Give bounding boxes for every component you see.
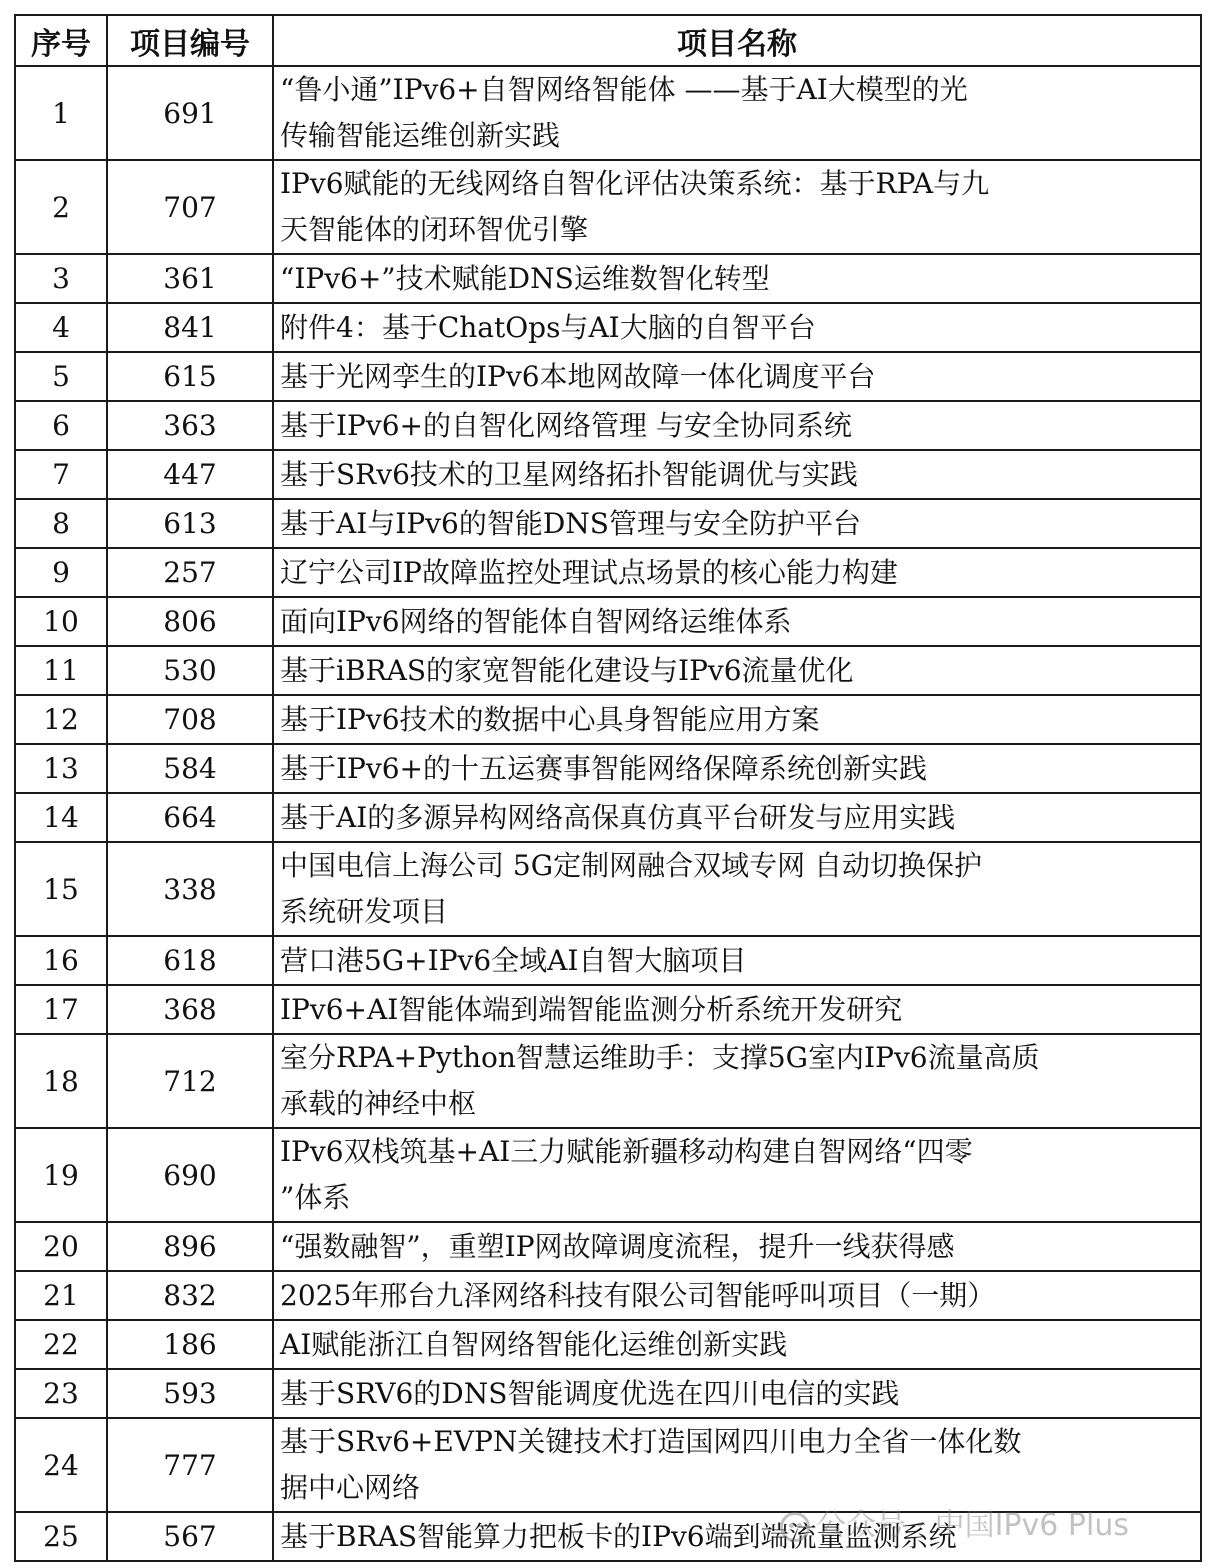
- cell-name-line: 辽宁公司IP故障监控处理试点场景的核心能力构建: [280, 556, 898, 589]
- cell-name: [273, 66, 1201, 160]
- cell-name-line: 附件4：基于ChatOps与AI大脑的自智平台: [280, 311, 816, 344]
- cell-code: 707: [107, 160, 273, 254]
- cell-code: 567: [107, 1512, 273, 1561]
- cell-name-line: 基于AI的多源异构网络高保真仿真平台研发与应用实践: [280, 801, 956, 834]
- cell-seq: 6: [15, 401, 107, 450]
- cell-seq: 9: [15, 548, 107, 597]
- cell-seq: 20: [15, 1222, 107, 1271]
- cell-seq: 2: [15, 160, 107, 254]
- cell-code: 186: [107, 1320, 273, 1369]
- cell-code: 618: [107, 936, 273, 985]
- cell-seq: 5: [15, 352, 107, 401]
- cell-code: 257: [107, 548, 273, 597]
- table-row: [15, 744, 1201, 793]
- cell-name-line: 营口港5G+IPv6全域AI自智大脑项目: [280, 944, 747, 977]
- cell-name-line: 面向IPv6网络的智能体自智网络运维体系: [280, 605, 792, 638]
- header-row: [15, 15, 1201, 66]
- table-row: [15, 303, 1201, 352]
- cell-name-line: IPv6赋能的无线网络自智化评估决策系统：基于RPA与九: [280, 167, 990, 200]
- table-row: [15, 646, 1201, 695]
- cell-name: [273, 352, 1201, 401]
- cell-code: 613: [107, 499, 273, 548]
- cell-code: 806: [107, 597, 273, 646]
- cell-name: [273, 695, 1201, 744]
- cell-seq: 15: [15, 842, 107, 936]
- cell-code: 664: [107, 793, 273, 842]
- cell-seq: 21: [15, 1271, 107, 1320]
- cell-name-line: ”体系: [280, 1181, 351, 1214]
- table-row: [15, 66, 1201, 160]
- table-row: [15, 597, 1201, 646]
- cell-code: 447: [107, 450, 273, 499]
- table-row: [15, 450, 1201, 499]
- cell-code: 691: [107, 66, 273, 160]
- cell-name-line: 基于AI与IPv6的智能DNS管理与安全防护平台: [280, 507, 861, 540]
- cell-name-line: 基于iBRAS的家宽智能化建设与IPv6流量优化: [280, 654, 854, 687]
- cell-name: [273, 936, 1201, 985]
- table-row: [15, 401, 1201, 450]
- cell-code: 712: [107, 1034, 273, 1128]
- cell-code: 777: [107, 1418, 273, 1512]
- cell-name: [273, 450, 1201, 499]
- table-row: [15, 1320, 1201, 1369]
- cell-code: 690: [107, 1128, 273, 1222]
- table-row: [15, 1128, 1201, 1222]
- cell-name: [273, 597, 1201, 646]
- cell-code: 361: [107, 254, 273, 303]
- cell-seq: 19: [15, 1128, 107, 1222]
- cell-name-line: 基于IPv6技术的数据中心具身智能应用方案: [280, 703, 820, 736]
- cell-seq: 10: [15, 597, 107, 646]
- table-row: [15, 548, 1201, 597]
- cell-name: [273, 254, 1201, 303]
- cell-code: 338: [107, 842, 273, 936]
- table-row: [15, 1271, 1201, 1320]
- cell-seq: 25: [15, 1512, 107, 1561]
- cell-name: [273, 793, 1201, 842]
- cell-code: 368: [107, 985, 273, 1034]
- cell-seq: 3: [15, 254, 107, 303]
- cell-name-line: 基于光网孪生的IPv6本地网故障一体化调度平台: [280, 360, 876, 393]
- cell-seq: 16: [15, 936, 107, 985]
- watermark: [780, 1500, 1129, 1544]
- cell-code: 832: [107, 1271, 273, 1320]
- cell-name: [273, 1271, 1201, 1320]
- table-row: [15, 842, 1201, 936]
- cell-name-line: IPv6+AI智能体端到端智能监测分析系统开发研究: [280, 993, 903, 1026]
- cell-name-line: AI赋能浙江自智网络智能化运维创新实践: [280, 1328, 788, 1361]
- watermark-text: 公众号 · 中国IPv6 Plus: [816, 1508, 1129, 1543]
- cell-name-line: 中国电信上海公司 5G定制网融合双域专网 自动切换保护: [280, 849, 982, 882]
- table-row: [15, 1222, 1201, 1271]
- cell-name-line: IPv6双栈筑基+AI三力赋能新疆移动构建自智网络“四零: [280, 1135, 973, 1168]
- cell-name: [273, 842, 1201, 936]
- table-row: [15, 1034, 1201, 1128]
- cell-name: [273, 1418, 1201, 1512]
- cell-name-line: 据中心网络: [280, 1471, 421, 1504]
- cell-name-line: “强数融智”，重塑IP网故障调度流程，提升一线获得感: [280, 1230, 955, 1263]
- cell-name-line: 2025年邢台九泽网络科技有限公司智能呼叫项目（一期）: [280, 1279, 996, 1312]
- cell-name-line: 系统研发项目: [280, 895, 449, 928]
- table-row: [15, 936, 1201, 985]
- table-row: [15, 1418, 1201, 1512]
- cell-seq: 12: [15, 695, 107, 744]
- cell-name: [273, 1222, 1201, 1271]
- wechat-icon: [780, 1512, 810, 1542]
- cell-seq: 8: [15, 499, 107, 548]
- header-code: 项目编号: [107, 15, 273, 66]
- cell-name-line: 天智能体的闭环智优引擎: [280, 213, 589, 246]
- cell-name: [273, 401, 1201, 450]
- table-row: [15, 1369, 1201, 1418]
- cell-name-line: 基于IPv6+的十五运赛事智能网络保障系统创新实践: [280, 752, 927, 785]
- cell-name-line: “鲁小通”IPv6+自智网络智能体 ——基于AI大模型的光: [280, 73, 968, 106]
- table-row: [15, 352, 1201, 401]
- cell-name-line: “IPv6+”技术赋能DNS运维数智化转型: [280, 262, 770, 295]
- header-seq: 序号: [15, 15, 107, 66]
- cell-seq: 4: [15, 303, 107, 352]
- cell-name: [273, 1369, 1201, 1418]
- cell-code: 363: [107, 401, 273, 450]
- cell-code: 584: [107, 744, 273, 793]
- cell-name-line: 基于IPv6+的自智化网络管理 与安全协同系统: [280, 409, 852, 442]
- cell-seq: 17: [15, 985, 107, 1034]
- cell-name: [273, 744, 1201, 793]
- table-row: [15, 160, 1201, 254]
- cell-seq: 24: [15, 1418, 107, 1512]
- cell-code: 530: [107, 646, 273, 695]
- cell-name: [273, 303, 1201, 352]
- table-body: [15, 66, 1201, 1561]
- cell-name-line: 基于BRAS智能算力把板卡的IPv6端到端流量监测系统: [280, 1520, 957, 1553]
- cell-seq: 22: [15, 1320, 107, 1369]
- cell-code: 615: [107, 352, 273, 401]
- cell-name: [273, 1320, 1201, 1369]
- table-row: [15, 254, 1201, 303]
- cell-name-line: 基于SRV6的DNS智能调度优选在四川电信的实践: [280, 1377, 900, 1410]
- cell-seq: 7: [15, 450, 107, 499]
- cell-code: 708: [107, 695, 273, 744]
- table-row: [15, 793, 1201, 842]
- project-table: [14, 14, 1202, 1562]
- cell-name-line: 基于SRv6技术的卫星网络拓扑智能调优与实践: [280, 458, 858, 491]
- table-row: [15, 985, 1201, 1034]
- cell-code: 593: [107, 1369, 273, 1418]
- header-name: 项目名称: [273, 15, 1201, 66]
- cell-name: [273, 499, 1201, 548]
- cell-seq: 11: [15, 646, 107, 695]
- cell-seq: 18: [15, 1034, 107, 1128]
- cell-code: 841: [107, 303, 273, 352]
- cell-seq: 14: [15, 793, 107, 842]
- cell-seq: 13: [15, 744, 107, 793]
- cell-name-line: 室分RPA+Python智慧运维助手：支撑5G室内IPv6流量高质: [280, 1041, 1040, 1074]
- cell-name-line: 承载的神经中枢: [280, 1087, 477, 1120]
- cell-name: [273, 548, 1201, 597]
- cell-name: [273, 985, 1201, 1034]
- cell-code: 896: [107, 1222, 273, 1271]
- cell-name: [273, 1034, 1201, 1128]
- table-row: [15, 499, 1201, 548]
- table-row: [15, 695, 1201, 744]
- cell-name: [273, 1128, 1201, 1222]
- cell-seq: 23: [15, 1369, 107, 1418]
- cell-seq: 1: [15, 66, 107, 160]
- cell-name-line: 基于SRv6+EVPN关键技术打造国网四川电力全省一体化数: [280, 1425, 1022, 1458]
- cell-name: [273, 646, 1201, 695]
- cell-name: [273, 160, 1201, 254]
- cell-name-line: 传输智能运维创新实践: [280, 119, 561, 152]
